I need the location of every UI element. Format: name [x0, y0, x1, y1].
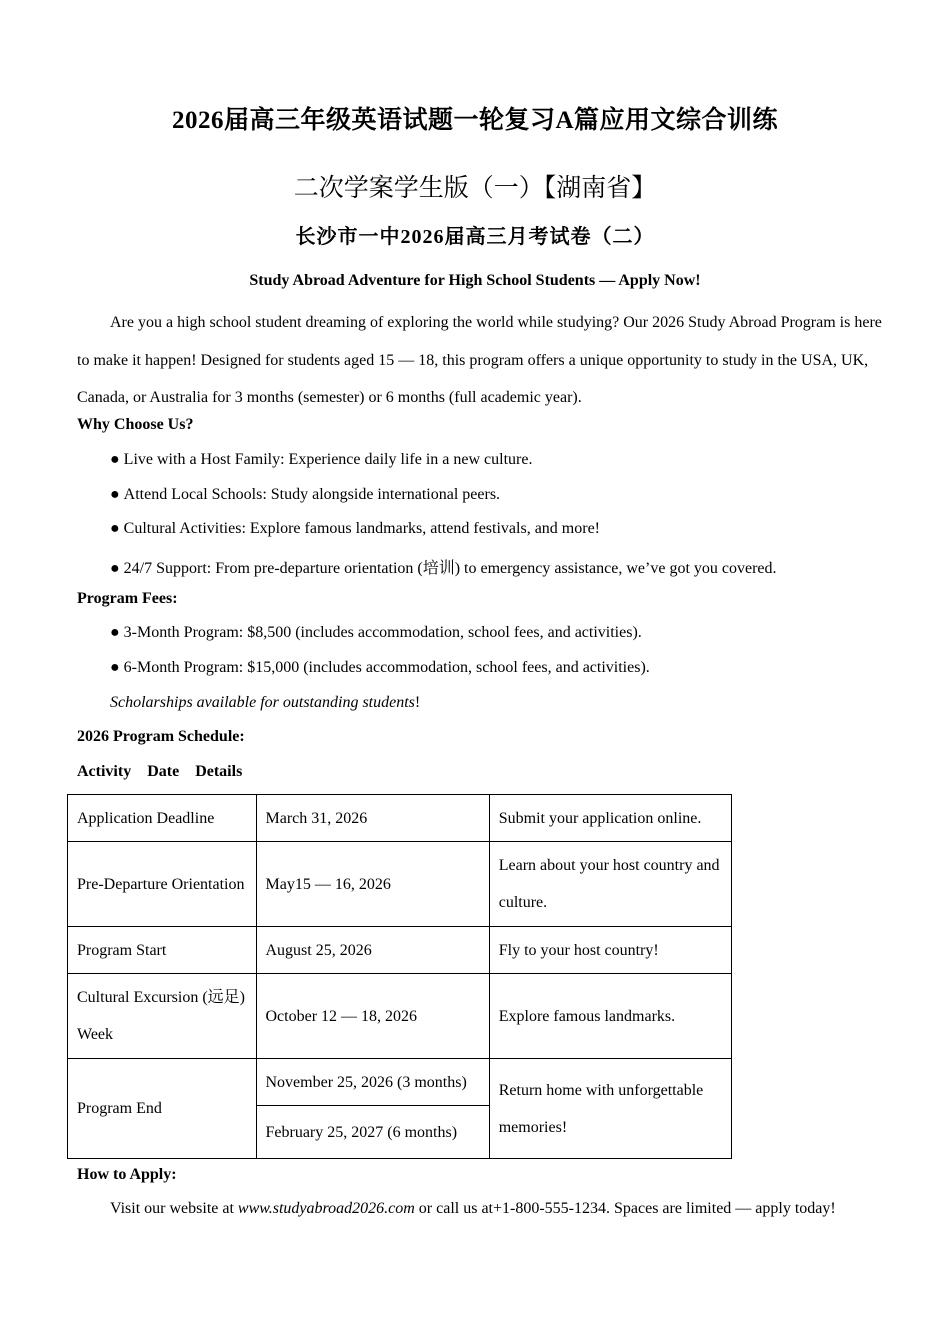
schedule-heading: 2026 Program Schedule:: [77, 728, 245, 745]
ad-headline: Study Abroad Adventure for High School Students — Apply Now!: [249, 272, 701, 289]
activity-cell: Application Deadline: [68, 795, 257, 842]
intro-paragraph: Are you a high school student dreaming of exploring the world while studying? Our 2026 Study Abroad Program is here to make it happen! Designed for students aged 15 — 18, this program offers a unique opportunity to study in the USA, UK, Canada, or Australia for 3 months (semester) or 6 months (full academic year).: [77, 314, 882, 406]
bullet-icon: ●: [110, 486, 120, 503]
why-item: [110, 451, 532, 469]
bullet-icon: ●: [110, 624, 120, 641]
schedule-table: [67, 794, 732, 1159]
why-heading: Why Choose Us?: [77, 416, 194, 433]
why-item-text: Cultural Activities: Explore famous landmarks, attend festivals, and more!: [123, 520, 600, 537]
why-item-text: 24/7 Support: From pre-departure orientation (培训) to emergency assistance, we’ve got you covered.: [123, 560, 777, 577]
details-cell: Learn about your host country and culture.: [489, 842, 731, 927]
table-row: [68, 842, 732, 927]
bullet-icon: ●: [110, 560, 120, 577]
details-cell: Fly to your host country!: [489, 927, 731, 974]
table-row: [68, 974, 732, 1059]
activity-cell: Cultural Excursion (远足) Week: [68, 974, 257, 1059]
date-cell: August 25, 2026: [256, 927, 489, 974]
details-cell: Submit your application online.: [489, 795, 731, 842]
table-row: [68, 1059, 732, 1106]
website-link: www.studyabroad2026.com: [237, 1200, 415, 1217]
date-cell: November 25, 2026 (3 months): [256, 1059, 489, 1106]
document-subtitle: 二次学案学生版（一）【湖南省】: [293, 175, 657, 202]
why-item: [110, 555, 777, 578]
why-item-text: Attend Local Schools: Study alongside international peers.: [123, 486, 501, 503]
why-item: [110, 486, 500, 504]
fees-heading: Program Fees:: [77, 590, 178, 607]
why-item: [110, 520, 600, 538]
activity-cell: Program End: [68, 1059, 257, 1159]
activity-cell: Program Start: [68, 927, 257, 974]
bullet-icon: ●: [110, 520, 120, 537]
table-row: [68, 795, 732, 842]
date-cell: March 31, 2026: [256, 795, 489, 842]
fee-item: [110, 624, 642, 642]
date-cell: February 25, 2027 (6 months): [256, 1106, 489, 1159]
apply-line: [110, 1200, 836, 1218]
date-cell: May15 — 16, 2026: [256, 842, 489, 927]
fee-item-text: 3-Month Program: $8,500 (includes accommodation, school fees, and activities).: [123, 624, 642, 641]
exam-source: 长沙市一中2026届高三月考试卷（二）: [295, 226, 655, 248]
table-row: [68, 927, 732, 974]
details-cell: Explore famous landmarks.: [489, 974, 731, 1059]
apply-heading: How to Apply:: [77, 1166, 177, 1183]
scholarship-end: !: [414, 694, 421, 711]
why-item-text: Live with a Host Family: Experience daily life in a new culture.: [123, 451, 533, 468]
fee-item: [110, 659, 650, 677]
activity-cell: Pre-Departure Orientation: [68, 842, 257, 927]
apply-suffix: or call us at+1-800-555-1234. Spaces are limited — apply today!: [414, 1200, 836, 1217]
scholarship-text: Scholarships available for outstanding students: [110, 694, 415, 711]
scholarship-note: [110, 694, 420, 712]
schedule-columns: Activity Date Details: [77, 763, 243, 780]
document-title: 2026届高三年级英语试题一轮复习A篇应用文综合训练: [171, 107, 779, 134]
bullet-icon: ●: [110, 451, 120, 468]
fee-item-text: 6-Month Program: $15,000 (includes accommodation, school fees, and activities).: [123, 659, 650, 676]
bullet-icon: ●: [110, 659, 120, 676]
details-cell: Return home with unforgettable memories!: [489, 1059, 731, 1159]
date-cell: October 12 — 18, 2026: [256, 974, 489, 1059]
apply-prefix: Visit our website at: [110, 1200, 238, 1217]
